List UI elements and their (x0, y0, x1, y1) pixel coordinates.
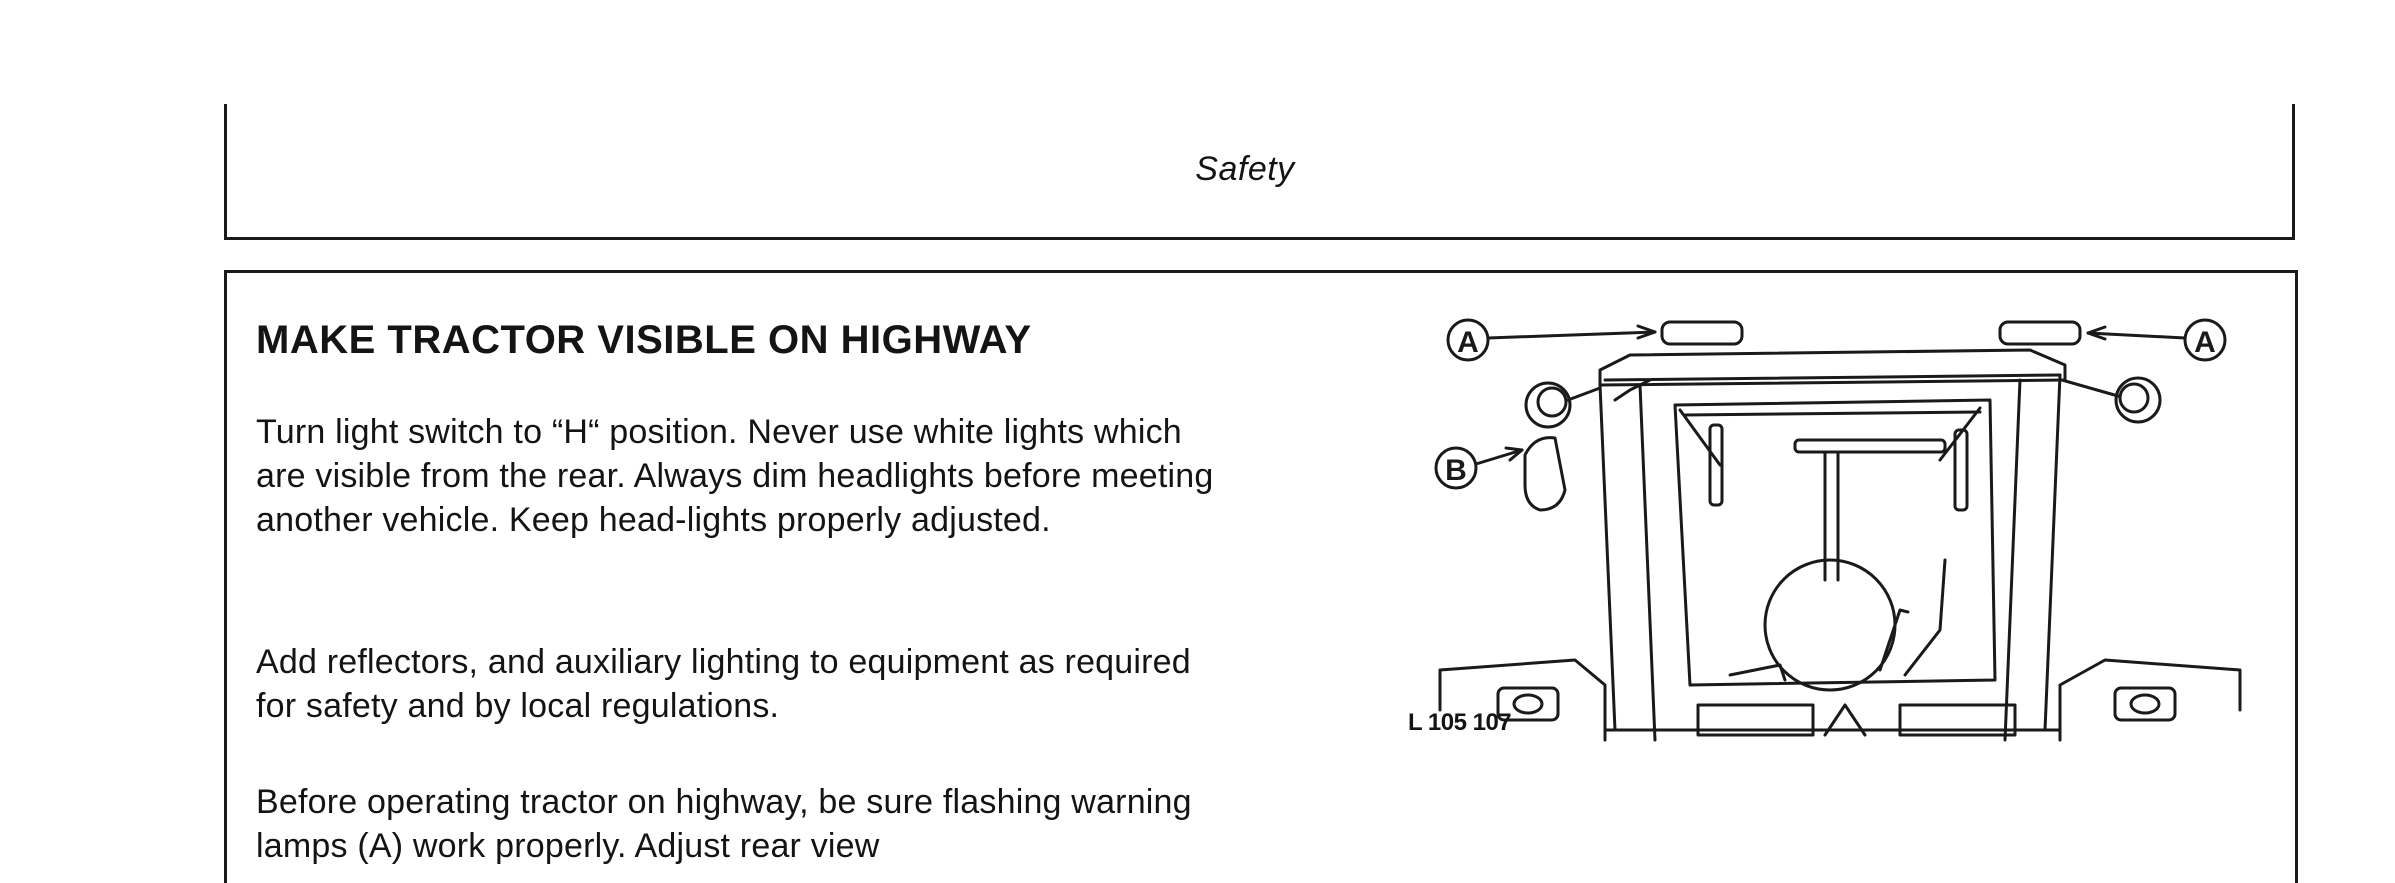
header-rule-bottom (224, 237, 2295, 240)
section-heading: MAKE TRACTOR VISIBLE ON HIGHWAY (256, 318, 1032, 362)
paragraph-2: Add reflectors, and auxiliary lighting to equipment as required for safety and by local regulations. (256, 643, 1191, 725)
header-rule-right (2292, 104, 2295, 240)
callout-a-left: A (1457, 326, 1479, 359)
paragraph-1: Turn light switch to “H“ position. Never use white lights which are visible from the rear. Always dim headlights before meeting another vehicle. Keep head-lights properly adjusted. (256, 413, 1214, 539)
section-title: Safety (1195, 150, 1295, 188)
callout-a-right: A (2194, 326, 2216, 359)
paragraph-3: Before operating tractor on highway, be sure flashing warning lamps (A) work properly. Adjust rear view (256, 783, 1192, 865)
tractor-cab-rear-icon (1400, 300, 2280, 750)
figure-id-label: L 105 107 (1408, 709, 1512, 736)
header-rule-left (224, 104, 227, 240)
callout-b: B (1445, 454, 1467, 487)
